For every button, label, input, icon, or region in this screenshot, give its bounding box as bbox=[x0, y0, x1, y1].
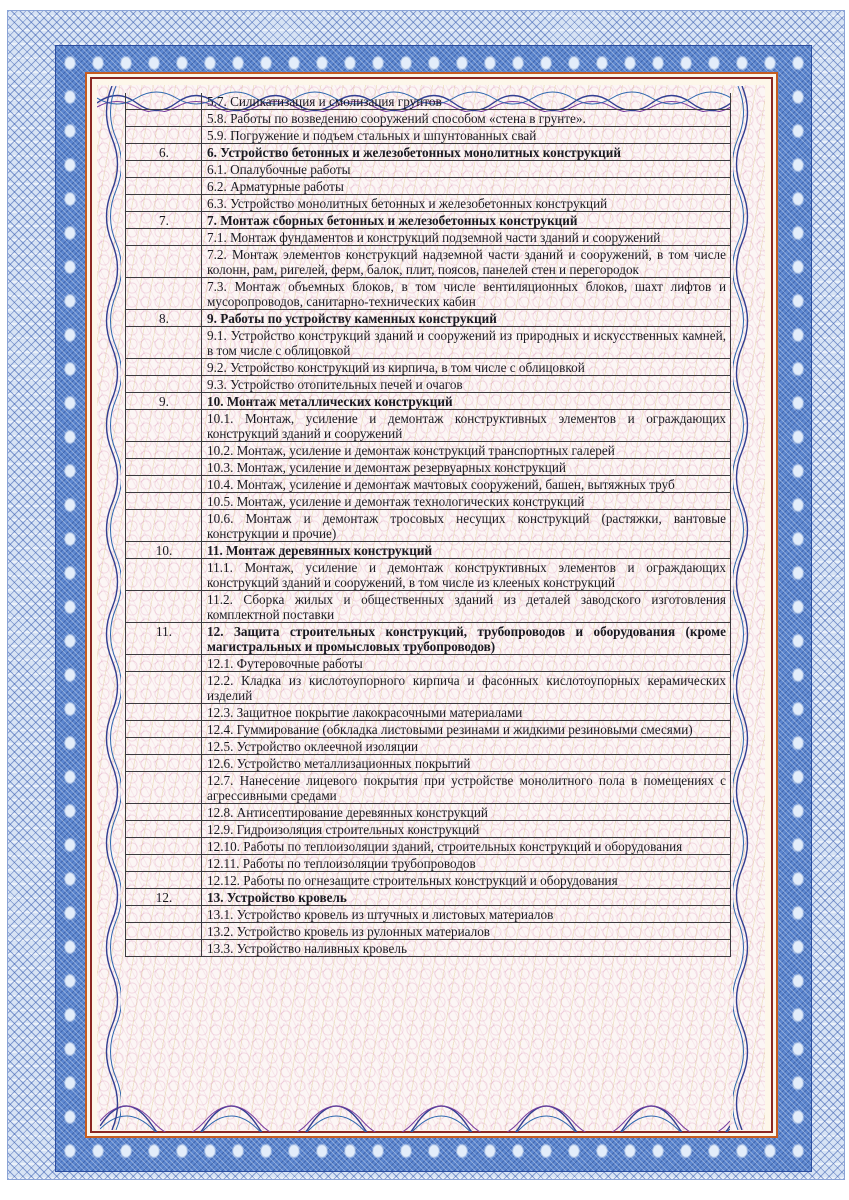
table-row bbox=[126, 872, 731, 889]
row-number-cell bbox=[126, 376, 202, 393]
table-row bbox=[126, 359, 731, 376]
row-number-cell: 10. bbox=[126, 542, 202, 559]
row-number-cell bbox=[126, 755, 202, 772]
row-description-cell: 11.1. Монтаж, усиление и демонтаж конструктивных элементов и ограждающих конструкций зданий и сооружений, в том числе из клееных конструкций bbox=[202, 559, 731, 591]
table-row-section-header bbox=[126, 393, 731, 410]
row-description-cell: 13.3. Устройство наливных кровель bbox=[202, 940, 731, 957]
row-description-cell: 13. Устройство кровель bbox=[202, 889, 731, 906]
table-row-section-header bbox=[126, 310, 731, 327]
row-description-cell: 13.1. Устройство кровель из штучных и листовых материалов bbox=[202, 906, 731, 923]
row-description-cell: 12.5. Устройство оклеечной изоляции bbox=[202, 738, 731, 755]
row-number-cell bbox=[126, 704, 202, 721]
row-description-cell: 6.3. Устройство монолитных бетонных и железобетонных конструкций bbox=[202, 195, 731, 212]
row-description-cell: 11.2. Сборка жилых и общественных зданий из деталей заводского изготовления комплектной поставки bbox=[202, 591, 731, 623]
row-number-cell bbox=[126, 327, 202, 359]
row-number-cell bbox=[126, 591, 202, 623]
row-description-cell: 7.2. Монтаж элементов конструкций надземной части зданий и сооружений, в том числе колонн, рам, ригелей, ферм, балок, плит, поясов, панелей стен и перегородок bbox=[202, 246, 731, 278]
table-row bbox=[126, 110, 731, 127]
row-description-cell: 12.8. Антисептирование деревянных конструкций bbox=[202, 804, 731, 821]
row-number-cell bbox=[126, 178, 202, 195]
row-description-cell: 10.2. Монтаж, усиление и демонтаж конструкций транспортных галерей bbox=[202, 442, 731, 459]
row-number-cell bbox=[126, 459, 202, 476]
row-number-cell bbox=[126, 940, 202, 957]
row-number-cell bbox=[126, 655, 202, 672]
table-row bbox=[126, 855, 731, 872]
row-description-cell: 12.3. Защитное покрытие лакокрасочными материалами bbox=[202, 704, 731, 721]
table-row bbox=[126, 93, 731, 110]
row-number-cell bbox=[126, 246, 202, 278]
row-description-cell: 6. Устройство бетонных и железобетонных монолитных конструкций bbox=[202, 144, 731, 161]
row-number-cell bbox=[126, 804, 202, 821]
table-row-section-header bbox=[126, 623, 731, 655]
row-number-cell bbox=[126, 493, 202, 510]
row-description-cell: 10.1. Монтаж, усиление и демонтаж конструктивных элементов и ограждающих конструкций зданий и сооружений bbox=[202, 410, 731, 442]
row-description-cell: 7.3. Монтаж объемных блоков, в том числе вентиляционных блоков, шахт лифтов и мусоропроводов, санитарно-технических кабин bbox=[202, 278, 731, 310]
works-table bbox=[125, 93, 731, 957]
table-row bbox=[126, 410, 731, 442]
table-row bbox=[126, 655, 731, 672]
table-row bbox=[126, 161, 731, 178]
row-number-cell: 9. bbox=[126, 393, 202, 410]
row-number-cell: 8. bbox=[126, 310, 202, 327]
row-number-cell bbox=[126, 229, 202, 246]
row-number-cell bbox=[126, 906, 202, 923]
row-description-cell: 5.8. Работы по возведению сооружений способом «стена в грунте». bbox=[202, 110, 731, 127]
table-row-section-header bbox=[126, 542, 731, 559]
table-row bbox=[126, 591, 731, 623]
table-row bbox=[126, 704, 731, 721]
table-row bbox=[126, 459, 731, 476]
row-description-cell: 12.10. Работы по теплоизоляции зданий, строительных конструкций и оборудования bbox=[202, 838, 731, 855]
table-row bbox=[126, 804, 731, 821]
table-row bbox=[126, 772, 731, 804]
row-description-cell: 5.7. Силикатизация и смолизация грунтов bbox=[202, 93, 731, 110]
row-description-cell: 5.9. Погружение и подъем стальных и шпунтованных свай bbox=[202, 127, 731, 144]
table-row bbox=[126, 476, 731, 493]
row-number-cell: 12. bbox=[126, 889, 202, 906]
row-number-cell bbox=[126, 410, 202, 442]
table-row bbox=[126, 721, 731, 738]
table-row bbox=[126, 376, 731, 393]
row-number-cell bbox=[126, 93, 202, 110]
works-table-body bbox=[126, 93, 731, 957]
row-description-cell: 12.1. Футеровочные работы bbox=[202, 655, 731, 672]
row-number-cell bbox=[126, 738, 202, 755]
row-number-cell bbox=[126, 855, 202, 872]
table-row bbox=[126, 510, 731, 542]
row-description-cell: 6.1. Опалубочные работы bbox=[202, 161, 731, 178]
row-description-cell: 7.1. Монтаж фундаментов и конструкций подземной части зданий и сооружений bbox=[202, 229, 731, 246]
table-row bbox=[126, 195, 731, 212]
row-number-cell: 6. bbox=[126, 144, 202, 161]
table-row bbox=[126, 278, 731, 310]
table-row bbox=[126, 442, 731, 459]
row-number-cell bbox=[126, 923, 202, 940]
row-description-cell: 11. Монтаж деревянных конструкций bbox=[202, 542, 731, 559]
row-description-cell: 10.3. Монтаж, усиление и демонтаж резервуарных конструкций bbox=[202, 459, 731, 476]
table-row-section-header bbox=[126, 144, 731, 161]
row-description-cell: 12.2. Кладка из кислотоупорного кирпича и фасонных кислотоупорных керамических изделий bbox=[202, 672, 731, 704]
row-number-cell bbox=[126, 278, 202, 310]
row-number-cell bbox=[126, 476, 202, 493]
table-row bbox=[126, 738, 731, 755]
row-description-cell: 10.4. Монтаж, усиление и демонтаж мачтовых сооружений, башен, вытяжных труб bbox=[202, 476, 731, 493]
row-number-cell bbox=[126, 872, 202, 889]
table-row bbox=[126, 493, 731, 510]
table-row-section-header bbox=[126, 212, 731, 229]
row-number-cell bbox=[126, 672, 202, 704]
row-number-cell bbox=[126, 510, 202, 542]
table-row bbox=[126, 229, 731, 246]
row-description-cell: 13.2. Устройство кровель из рулонных материалов bbox=[202, 923, 731, 940]
row-description-cell: 6.2. Арматурные работы bbox=[202, 178, 731, 195]
row-description-cell: 12.4. Гуммирование (обкладка листовыми резинами и жидкими резиновыми смесями) bbox=[202, 721, 731, 738]
row-number-cell: 11. bbox=[126, 623, 202, 655]
row-description-cell: 9.3. Устройство отопительных печей и очагов bbox=[202, 376, 731, 393]
row-number-cell bbox=[126, 127, 202, 144]
row-number-cell bbox=[126, 161, 202, 178]
row-description-cell: 12.11. Работы по теплоизоляции трубопроводов bbox=[202, 855, 731, 872]
table-row bbox=[126, 821, 731, 838]
row-description-cell: 10. Монтаж металлических конструкций bbox=[202, 393, 731, 410]
row-description-cell: 10.6. Монтаж и демонтаж тросовых несущих конструкций (растяжки, вантовые конструкции и прочие) bbox=[202, 510, 731, 542]
row-number-cell bbox=[126, 442, 202, 459]
table-row bbox=[126, 755, 731, 772]
row-description-cell: 9.1. Устройство конструкций зданий и сооружений из природных и искусственных камней, в том числе с облицовкой bbox=[202, 327, 731, 359]
table-row bbox=[126, 246, 731, 278]
row-description-cell: 9.2. Устройство конструкций из кирпича, в том числе с облицовкой bbox=[202, 359, 731, 376]
row-description-cell: 9. Работы по устройству каменных конструкций bbox=[202, 310, 731, 327]
row-number-cell bbox=[126, 821, 202, 838]
row-number-cell bbox=[126, 838, 202, 855]
row-number-cell: 7. bbox=[126, 212, 202, 229]
row-number-cell bbox=[126, 559, 202, 591]
row-description-cell: 12. Защита строительных конструкций, трубопроводов и оборудования (кроме магистральных и промысловых трубопроводов) bbox=[202, 623, 731, 655]
row-number-cell bbox=[126, 195, 202, 212]
row-number-cell bbox=[126, 110, 202, 127]
row-description-cell: 12.9. Гидроизоляция строительных конструкций bbox=[202, 821, 731, 838]
row-number-cell bbox=[126, 359, 202, 376]
table-row bbox=[126, 838, 731, 855]
table-row bbox=[126, 672, 731, 704]
row-description-cell: 12.7. Нанесение лицевого покрытия при устройстве монолитного пола в помещениях с агрессивными средами bbox=[202, 772, 731, 804]
row-description-cell: 10.5. Монтаж, усиление и демонтаж технологических конструкций bbox=[202, 493, 731, 510]
table-row bbox=[126, 923, 731, 940]
row-description-cell: 12.12. Работы по огнезащите строительных конструкций и оборудования bbox=[202, 872, 731, 889]
table-row bbox=[126, 127, 731, 144]
table-row bbox=[126, 940, 731, 957]
row-description-cell: 7. Монтаж сборных бетонных и железобетонных конструкций bbox=[202, 212, 731, 229]
table-row-section-header bbox=[126, 889, 731, 906]
table-row bbox=[126, 906, 731, 923]
table-row bbox=[126, 327, 731, 359]
row-number-cell bbox=[126, 721, 202, 738]
table-row bbox=[126, 178, 731, 195]
row-description-cell: 12.6. Устройство металлизационных покрытий bbox=[202, 755, 731, 772]
row-number-cell bbox=[126, 772, 202, 804]
table-row bbox=[126, 559, 731, 591]
